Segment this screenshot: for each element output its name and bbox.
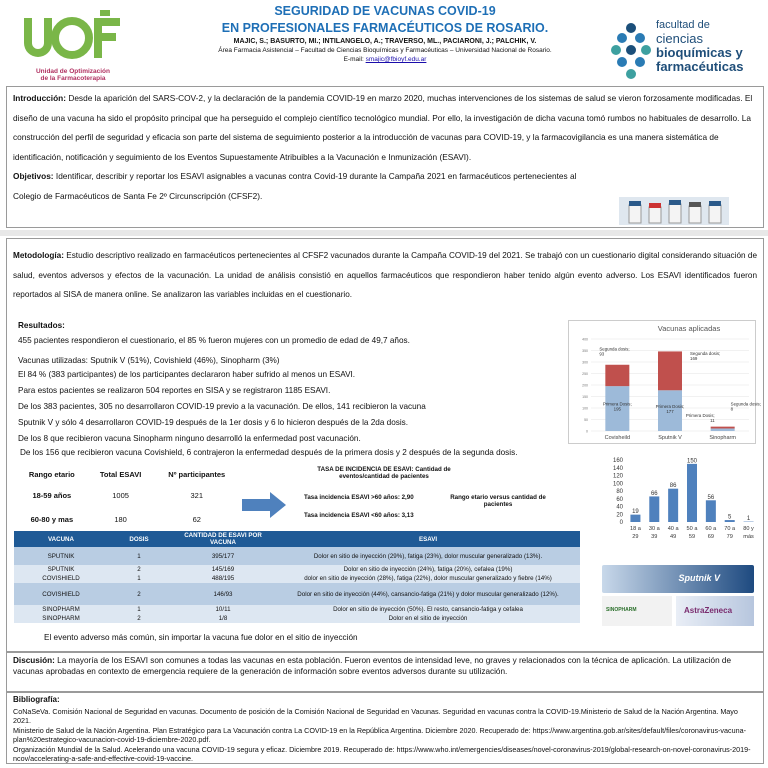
x-tick-label: 18 a bbox=[629, 526, 641, 532]
x-tick-label: 50 a bbox=[686, 526, 698, 532]
uof-caption-2: de la Farmacoterapia bbox=[40, 75, 106, 82]
results-label: Resultados: bbox=[18, 321, 65, 330]
introduction-label: Introducción: bbox=[13, 93, 67, 103]
objectives-paragraph bbox=[7, 167, 609, 206]
incidence-note: Rango etario versus cantidad de pacientes bbox=[450, 494, 546, 508]
y-tick-label: 100 bbox=[582, 406, 588, 411]
bar bbox=[687, 464, 697, 522]
age-table-header: Nº participantes bbox=[168, 470, 226, 479]
vaccine-table-cell: 146/93 bbox=[170, 583, 276, 605]
vaccine-table-cell: 1 bbox=[108, 605, 170, 614]
x-tick-label: más bbox=[743, 534, 754, 540]
vaccine-table-header: VACUNA bbox=[14, 531, 108, 547]
discussion-paragraph bbox=[13, 655, 757, 677]
data-label: Segunda dosis; 8 bbox=[730, 401, 761, 412]
data-label: 66 bbox=[650, 490, 658, 497]
faculty-logo bbox=[610, 8, 760, 98]
x-tick-label: 79 bbox=[726, 534, 733, 540]
vials-image bbox=[619, 197, 729, 225]
age-table-cell: 1005 bbox=[112, 490, 129, 500]
bar bbox=[711, 428, 735, 431]
y-tick-label: 120 bbox=[612, 473, 623, 480]
age-table-cell: 180 bbox=[114, 514, 127, 524]
vaccine-table-cell: SPUTNIK bbox=[14, 565, 108, 574]
y-tick-label: 140 bbox=[612, 465, 623, 472]
vaccine-table-cell: 488/195 bbox=[170, 574, 276, 583]
bar bbox=[706, 500, 716, 522]
results-footnote: El evento adverso más común, sin importar la vacuna fue dolor en el sitio de inyección bbox=[44, 633, 358, 642]
vaccine-table-cell: SINOPHARM bbox=[14, 605, 108, 614]
vaccine-table-cell: 1 bbox=[108, 547, 170, 565]
result-line-7: De los 8 que recibieron vacuna Sinopharm ninguno desarrolló la enfermedad post vacunación. bbox=[18, 434, 361, 443]
age-table-cell: 18-59 años bbox=[32, 490, 72, 500]
objectives-text: Identificar, describir y reportar los ESAVI asignables a vacunas contra Covid-19 durante la Campaña 2021 en farmacéuticos pertenecientes al Colegio de Farmacéuticos de Santa Fe 2º Circunscripción (CFSF2). bbox=[13, 171, 577, 201]
y-tick-label: 300 bbox=[582, 360, 588, 365]
age-table-cell: 321 bbox=[190, 490, 203, 500]
vaccines-chart bbox=[569, 321, 761, 443]
sinopharm-box-label: SINOPHARM bbox=[606, 607, 637, 613]
vaccine-table-cell: Dolor en sitio de inyección (29%), fatiga (23%), dolor muscular generalizado (13%). bbox=[276, 547, 580, 565]
sputnik-box-image bbox=[602, 565, 754, 593]
age-table bbox=[16, 468, 240, 529]
right-arrow-icon bbox=[240, 490, 288, 520]
bar bbox=[668, 489, 678, 522]
poster-title-line2: EN PROFESIONALES FARMACÉUTICOS DE ROSARIO. bbox=[221, 21, 549, 35]
y-tick-label: 200 bbox=[582, 383, 588, 388]
data-label: Primera Dosis; 195 bbox=[602, 401, 632, 412]
vaccine-table-header: DOSIS bbox=[108, 531, 170, 547]
result-line-3: El 84 % (383 participantes) de los participantes declararon haber sufrido al menos un ESAVI. bbox=[18, 370, 356, 379]
methods-label: Metodología: bbox=[13, 251, 64, 260]
vaccine-table-cell: 2 bbox=[108, 583, 170, 605]
methods-paragraph bbox=[7, 239, 763, 305]
vaccine-table-cell: dolor en sitio de inyección (28%), fatiga (22%), dolor muscular generalizado y fiebre (14%) bbox=[276, 574, 580, 583]
affiliation: Área Farmacia Asistencial – Facultad de Ciencias Bioquímicas y Farmacéuticas – Universidad Nacional de Rosario. bbox=[218, 47, 552, 54]
vaccine-table-cell: 145/169 bbox=[170, 565, 276, 574]
bibliography-item: Ministerio de Salud de la Nación Argentina. Plan Estratégico para La Vacunación contra La COVID-19 en la República Argentina. Diciembre 2020. Recuperado de: https://www.argentina.gob.ar/sites/default/files/coronavirus-vacuna-plan%20estrategico-vacunacion-covid-19-diciembre-2020.pdf. bbox=[13, 725, 747, 744]
vaccines-chart-panel bbox=[568, 320, 761, 444]
objectives-label: Objetivos: bbox=[13, 171, 54, 181]
bar bbox=[658, 351, 682, 390]
x-tick-label: 60 a bbox=[705, 526, 717, 532]
bar bbox=[649, 496, 659, 522]
x-tick-label: 40 a bbox=[667, 526, 679, 532]
y-tick-label: 350 bbox=[582, 349, 588, 353]
y-tick-label: 0 bbox=[586, 429, 588, 434]
bar bbox=[605, 365, 629, 386]
x-tick-label: Sinopharm bbox=[709, 435, 736, 441]
age-table-header: Rango etario bbox=[28, 470, 75, 479]
x-tick-label: 30 a bbox=[648, 526, 660, 532]
y-tick-label: 250 bbox=[582, 372, 588, 376]
x-tick-label: 70 a bbox=[724, 526, 736, 532]
discussion-label: Discusión: bbox=[13, 656, 55, 665]
y-tick-label: 40 bbox=[616, 504, 623, 511]
chart-title: Vacunas aplicadas bbox=[657, 324, 721, 333]
faculty-logo-line2: ciencias bbox=[656, 31, 703, 46]
data-label: Segunda dosis; 169 bbox=[690, 351, 721, 362]
email-label: E-mail: bbox=[343, 56, 366, 63]
vaccine-table-cell: COVISHIELD bbox=[14, 583, 108, 605]
sputnik-box-label: Sputnik V bbox=[678, 573, 720, 583]
result-line-4: Para estos pacientes se realizaron 504 reportes en SISA y se registraron 1185 ESAVI. bbox=[18, 386, 331, 395]
data-label: 1 bbox=[746, 516, 751, 523]
vaccine-table-cell: 1/8 bbox=[170, 614, 276, 623]
vaccine-esavi-table bbox=[14, 531, 580, 623]
y-tick-label: 50 bbox=[584, 418, 588, 422]
bibliography-item: Organización Mundial de la Salud. Acelerando una vacuna COVID-19 segura y eficaz. Diciembre 2019. Recuperado de: https://www.who.int/emergencies/diseases/novel-coronavirus-2019/global-research-on-novel-coronavirus-2019-ncov/accelerating-a-safe-and-effective-covid-19-vaccine. bbox=[13, 744, 751, 763]
vaccine-table-cell: Dolor en sitio de inyección (50%). El resto, cansancio-fatiga y cefalea bbox=[276, 605, 580, 614]
vaccine-table-cell: SPUTNIK bbox=[14, 547, 108, 565]
discussion-box bbox=[6, 652, 764, 692]
email-link[interactable]: smajic@fbioyf.edu.ar bbox=[365, 56, 427, 63]
vaccine-table-cell: 1 bbox=[108, 574, 170, 583]
x-tick-label: 80 y bbox=[743, 526, 754, 532]
uof-caption-1: Unidad de Optimización bbox=[35, 68, 111, 75]
discussion-text: La mayoría de los ESAVI son comunes a todas las vacunas en esta población. Fueron eventos de intensidad leve, no graves y relacionados con la técnica de aplicación. La utilización de vacunas aprobadas en contexto de emergencia requiere de la generación de información sobre eventos adversos durante su utilización. bbox=[13, 656, 732, 676]
vaccine-table-cell: COVISHIELD bbox=[14, 574, 108, 583]
age-table-header: Total ESAVI bbox=[99, 470, 142, 479]
section-separator bbox=[0, 230, 768, 236]
incidence-under60: Tasa incidencia ESAVI <60 años: 3,13 bbox=[304, 512, 414, 519]
age-table-cell: 62 bbox=[192, 514, 201, 524]
astrazeneca-box-label: AstraZeneca bbox=[684, 606, 733, 615]
vaccine-table-cell: Dolor en sitio de inyección (44%), cansancio-fatiga (21%) y dolor muscular generalizado (12%). bbox=[276, 583, 580, 605]
uof-logo-icon bbox=[18, 8, 128, 68]
uof-logo bbox=[18, 8, 128, 83]
faculty-logo-line1: facultad de bbox=[656, 19, 710, 31]
sinopharm-box-image bbox=[602, 596, 672, 626]
methods-text: Estudio descriptivo realizado en farmacéuticos pertenecientes al CFSF2 vacunados durante la Campaña COVID-19 del 2021. Se trabajó con un cuestionario digital considerando situación de salud, eventos adversos y efectos de la vacunación. La unidad de análisis consistió en aquellos farmacéuticos que respondieron haber tenido algún evento adverso. Los ESAVI identificados fueron reportados al SISA de manera online. Se analizaron las variables incluidas en el cuestionario. bbox=[13, 251, 757, 299]
data-label: 19 bbox=[632, 509, 639, 516]
bibliography-item: CoNaSeVa. Comisión Nacional de Seguridad en vacunas. Documento de posición de la Comisión Nacional de Seguridad en Vacunas. Seguridad en vacunas contra la COVID-19.Ministerio de Salud de la Nación Argentina. Mayo 2021. bbox=[13, 706, 738, 725]
faculty-logo-line3: bioquímicas y bbox=[656, 45, 743, 60]
data-label: Primera Dosis; 11 bbox=[685, 413, 715, 424]
age-chart bbox=[608, 456, 760, 548]
data-label: 56 bbox=[707, 494, 715, 501]
molecule-icon bbox=[610, 22, 652, 82]
data-label: 150 bbox=[686, 458, 698, 465]
faculty-logo-line4: farmacéuticas bbox=[656, 59, 744, 74]
vaccine-table-cell: Dolor en el sitio de inyección bbox=[276, 614, 580, 623]
bar bbox=[711, 427, 735, 429]
introduction-box bbox=[6, 86, 764, 228]
x-tick-label: 59 bbox=[688, 534, 696, 540]
bar bbox=[630, 515, 640, 522]
vaccine-vials-icon bbox=[619, 197, 729, 225]
vaccine-table-cell: 10/11 bbox=[170, 605, 276, 614]
incidence-title: TASA DE INCIDENCIA DE ESAVI: Cantidad de eventos/cantidad de pacientes bbox=[317, 466, 451, 480]
y-tick-label: 400 bbox=[582, 337, 588, 342]
result-line-5: De los 383 pacientes, 305 no desarrollaron COVID-19 previo a la vacunación. De ellos, 141 recibieron la vacuna bbox=[18, 402, 426, 411]
x-tick-label: 29 bbox=[632, 534, 639, 540]
vaccine-table-header: CANTIDAD DE ESAVI POR VACUNA bbox=[170, 531, 276, 547]
result-line-8: De los 156 que recibieron vacuna Covishield, 6 contrajeron la enfermedad después de la primera dosis y 2 después de la segunda dosis. bbox=[20, 448, 518, 457]
bibliography-label: Bibliografía: bbox=[13, 695, 60, 704]
incidence-over60: Tasa incidencia ESAVI >60 años: 2,90 bbox=[304, 494, 414, 501]
poster-title-line1: SEGURIDAD DE VACUNAS COVID-19 bbox=[274, 4, 496, 18]
vaccine-table-cell: 2 bbox=[108, 565, 170, 574]
vaccine-table-cell: Dolor en sitio de inyección (24%), fatiga (20%), cefalea (19%) bbox=[276, 565, 580, 574]
result-line-1: 455 pacientes respondieron el cuestionario, el 85 % fueron mujeres con un promedio de edad de 49,7 años. bbox=[18, 336, 410, 345]
y-tick-label: 20 bbox=[616, 512, 623, 519]
y-tick-label: 150 bbox=[582, 395, 588, 399]
vaccine-table-cell: 395/177 bbox=[170, 547, 276, 565]
y-tick-label: 0 bbox=[619, 520, 623, 526]
age-chart-panel bbox=[608, 456, 760, 548]
email-line bbox=[150, 56, 620, 63]
bibliography-box bbox=[6, 692, 764, 764]
data-label: Segunda dosis; 93 bbox=[599, 346, 630, 357]
x-tick-label: Covisheild bbox=[604, 435, 631, 441]
introduction-paragraph bbox=[7, 87, 763, 167]
result-line-2: Vacunas utilizadas: Sputnik V (51%), Covishield (46%), Sinopharm (3%) bbox=[18, 356, 280, 365]
x-tick-label: Sputnik V bbox=[658, 435, 682, 441]
vaccine-table-header: ESAVI bbox=[276, 531, 580, 547]
astrazeneca-box-image bbox=[676, 596, 754, 626]
result-line-6: Sputnik V y sólo 4 desarrollaron COVID-19 después de la 1er dosis y 6 lo hicieron después de la 2da dosis. bbox=[18, 418, 409, 427]
x-tick-label: 49 bbox=[670, 534, 677, 540]
vaccine-table-cell: SINOPHARM bbox=[14, 614, 108, 623]
x-tick-label: 69 bbox=[707, 534, 714, 540]
data-label: 86 bbox=[669, 483, 677, 490]
y-tick-label: 60 bbox=[616, 496, 623, 503]
y-tick-label: 100 bbox=[612, 481, 623, 488]
y-tick-label: 160 bbox=[612, 458, 623, 464]
data-label: 5 bbox=[728, 514, 732, 521]
y-tick-label: 80 bbox=[616, 489, 623, 495]
x-tick-label: 39 bbox=[651, 534, 658, 540]
age-table-cell: 60-80 y mas bbox=[30, 514, 74, 524]
data-label: Primera Dosis; 177 bbox=[655, 404, 685, 414]
vaccine-table-cell: 2 bbox=[108, 614, 170, 623]
introduction-text: Desde la aparición del SARS-COV-2, y la declaración de la pandemia COVID-19 en marzo 2020, muchas intervenciones de los sistemas de salud se vieron forzosamente modificadas. El diseño de una vacuna ha sido el propósito principal que ha perseguido el complejo científico tecnológico mundial. Por ello, la investigación de dicha vacuna tomó rumbos no habituales de desarrollo. La construcción del perfil de seguridad y eficacia son parte del sistema de seguimiento posterior a la introducción de vacunas para COVID-19, y la farmacovigilancia es una manera sistemática de identificación, notificación y seguimiento de los Eventos Supuestamente Atribuibles a la Vacunación e Inmunización (ESAVI). bbox=[13, 93, 753, 162]
authors: MAJIC, S.; BASURTO, MI.; INTILANGELO, A.; TRAVERSO, ML., PACIARONI, J.; PALCHIK, V. bbox=[233, 38, 537, 45]
